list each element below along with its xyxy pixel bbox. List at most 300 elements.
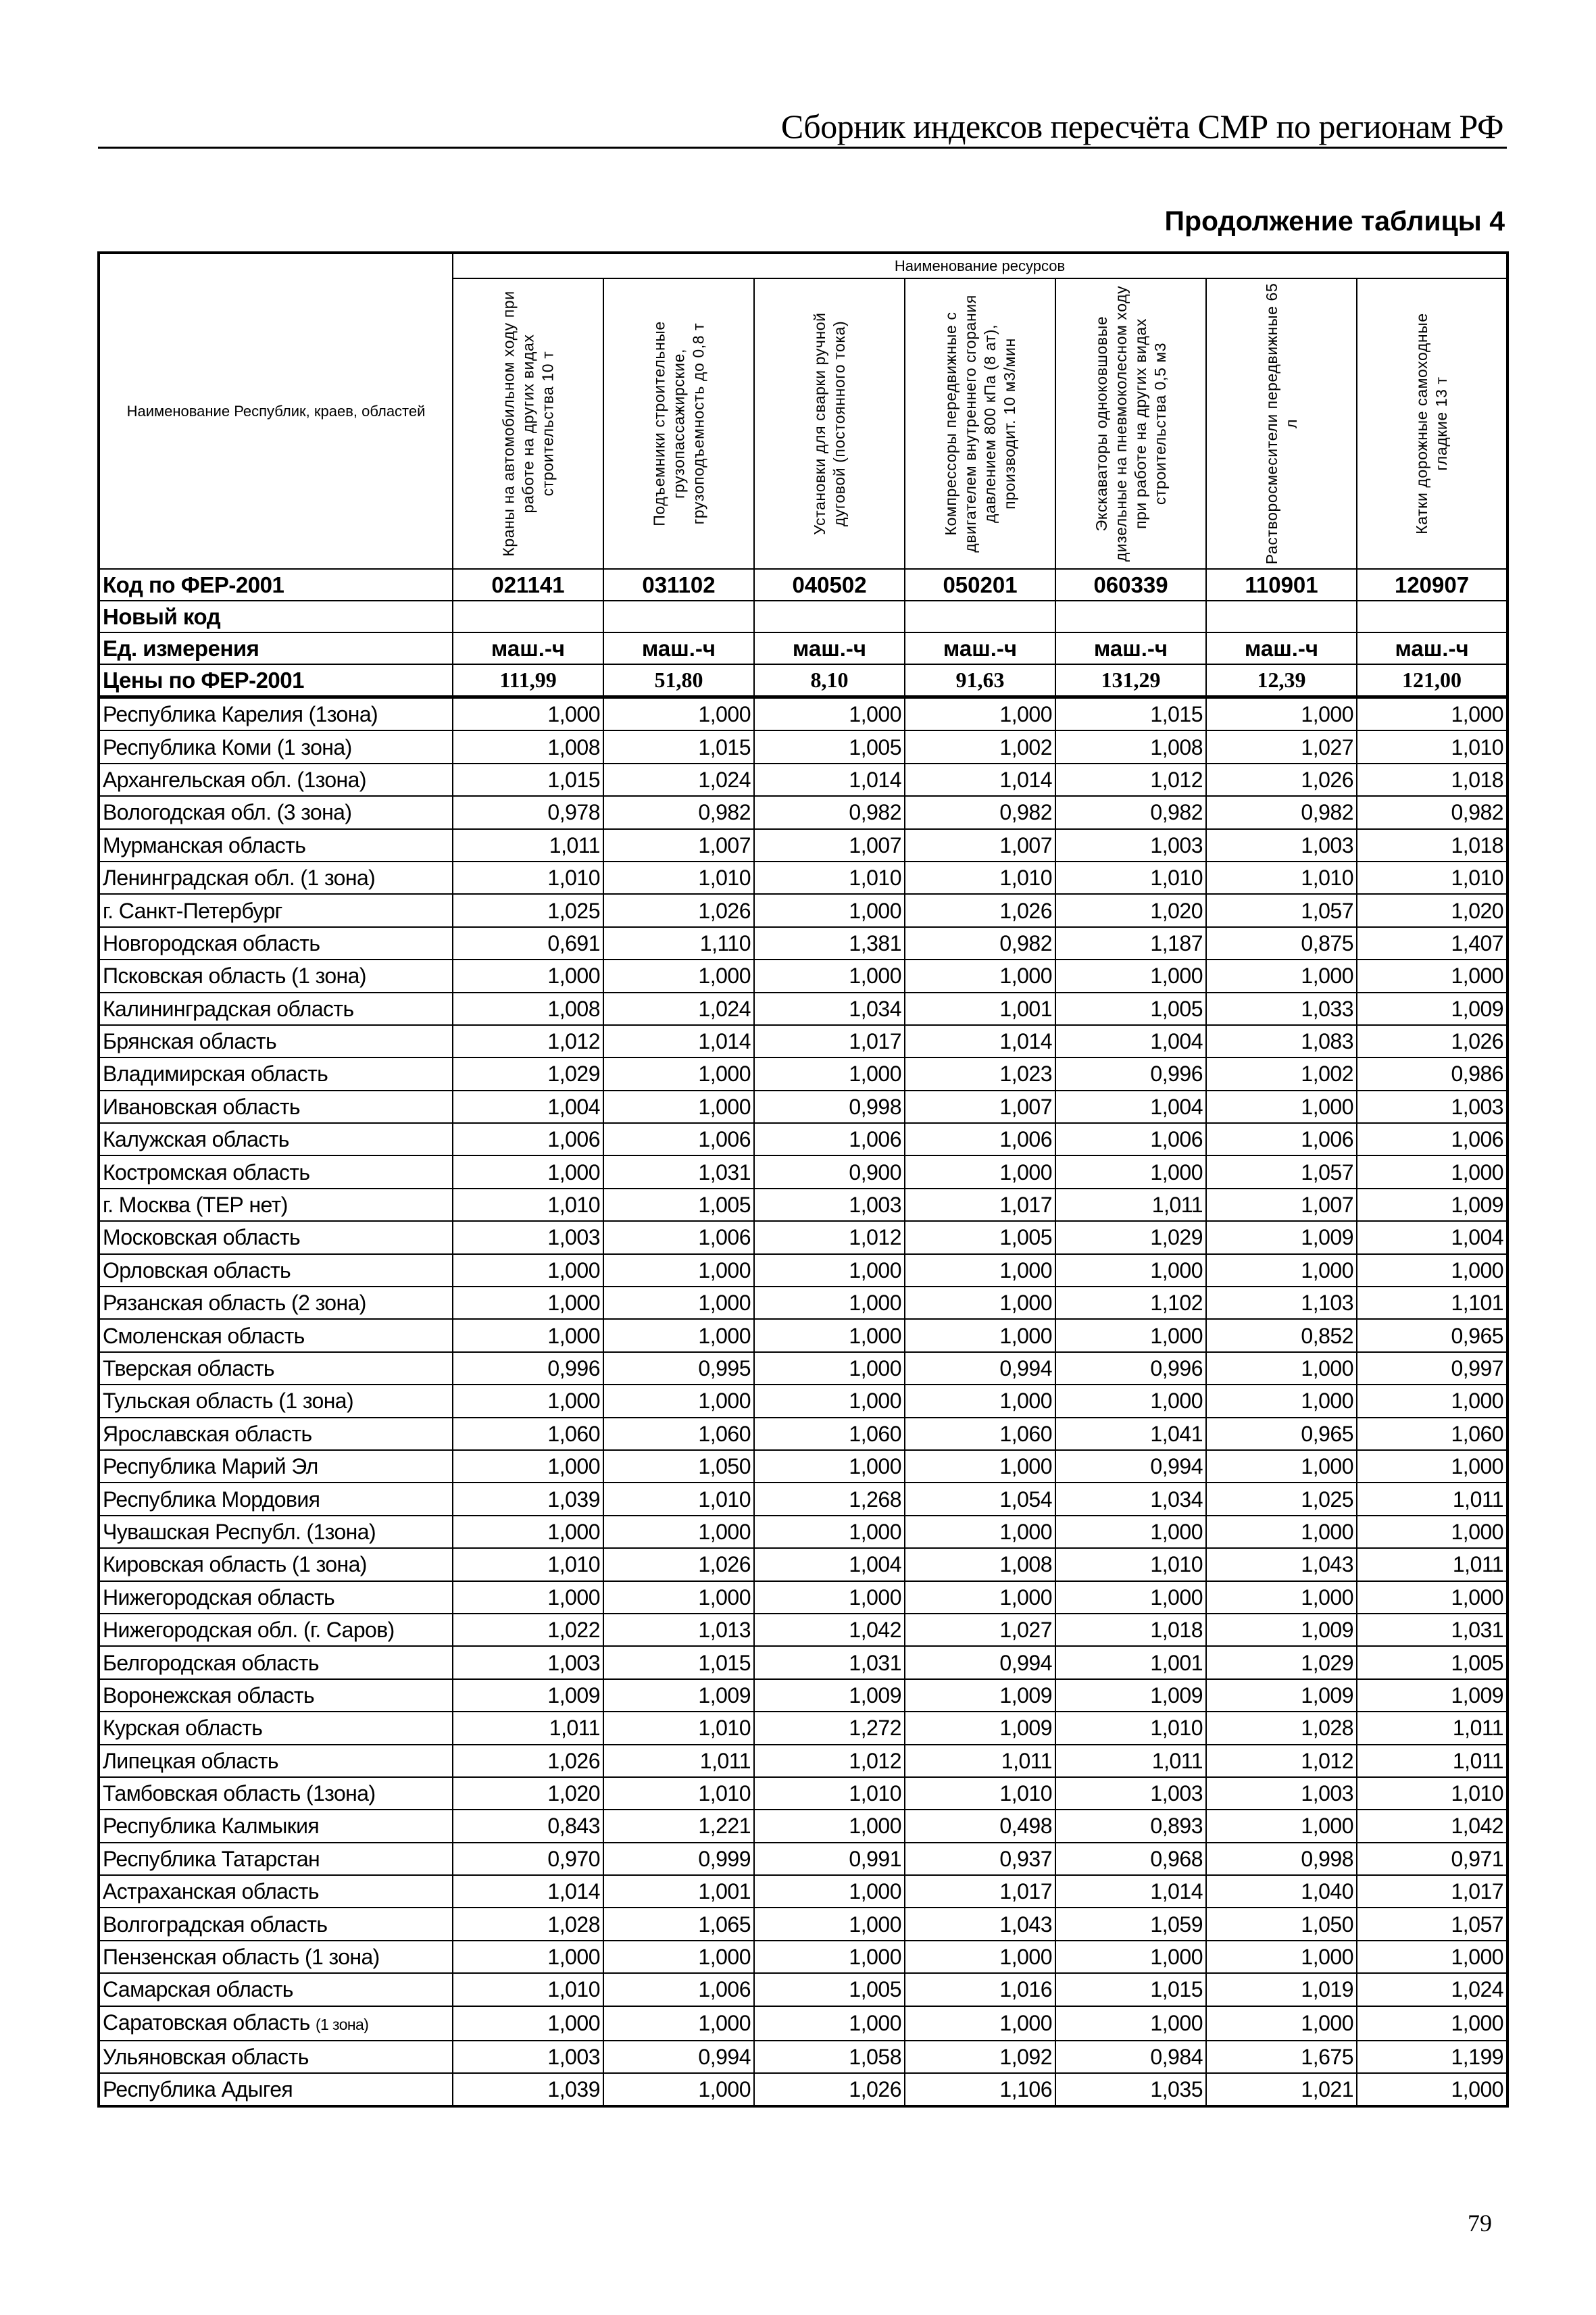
index-value: 0,852 — [1206, 1319, 1357, 1351]
region-name — [99, 894, 453, 926]
index-value: 1,018 — [1055, 1614, 1206, 1646]
index-value: 1,000 — [1055, 1941, 1206, 1973]
index-value: 1,004 — [453, 1091, 603, 1123]
region-name-text: Нижегородская область — [103, 1585, 335, 1610]
region-name — [99, 1352, 453, 1385]
index-value: 1,009 — [754, 1679, 905, 1712]
index-value: 1,010 — [603, 862, 754, 894]
region-name — [99, 1025, 453, 1057]
index-value: 1,031 — [1357, 1614, 1507, 1646]
index-value: 1,022 — [453, 1614, 603, 1646]
index-value: 1,015 — [1055, 697, 1206, 731]
index-value: 1,000 — [1357, 1385, 1507, 1417]
index-value: 1,000 — [603, 2073, 754, 2106]
region-name-text: Пензенская область (1 зона) — [103, 1945, 380, 1970]
index-value: 1,000 — [905, 697, 1055, 731]
index-value: 0,893 — [1055, 1810, 1206, 1842]
region-name — [99, 1973, 453, 2006]
index-value: 0,982 — [1055, 796, 1206, 828]
region-name — [99, 1189, 453, 1221]
resource-column-header — [453, 278, 603, 569]
region-name — [99, 927, 453, 960]
index-value: 1,034 — [754, 993, 905, 1025]
index-value: 1,026 — [1357, 1025, 1507, 1057]
region-name-text: Псковская область (1 зона) — [103, 964, 366, 989]
index-value: 1,000 — [754, 1581, 905, 1614]
index-value: 1,017 — [1357, 1875, 1507, 1908]
table-row — [99, 1875, 1507, 1908]
region-name-text: Республика Коми (1 зона) — [103, 735, 352, 760]
index-value: 1,009 — [1206, 1221, 1357, 1253]
index-value: 1,000 — [1206, 697, 1357, 731]
index-value: 1,018 — [1357, 829, 1507, 862]
region-name-text: Московская область — [103, 1225, 301, 1250]
resource-unit: маш.-ч — [754, 632, 905, 664]
index-value: 1,011 — [603, 1745, 754, 1777]
index-value: 1,003 — [453, 1646, 603, 1678]
index-value: 1,009 — [905, 1712, 1055, 1744]
index-value: 1,000 — [603, 1581, 754, 1614]
resource-column-header — [905, 278, 1055, 569]
region-name-text: Новгородская область — [103, 930, 320, 955]
resource-price: 12,39 — [1206, 664, 1357, 697]
index-value: 1,050 — [603, 1450, 754, 1483]
index-value: 1,004 — [754, 1548, 905, 1580]
unit-row-label: Ед. измерения — [99, 632, 453, 664]
region-name — [99, 862, 453, 894]
index-value: 0,965 — [1206, 1418, 1357, 1450]
table-row — [99, 993, 1507, 1025]
index-value: 1,005 — [754, 1973, 905, 2006]
index-value: 1,015 — [453, 764, 603, 796]
region-name-text: Липецкая область — [103, 1748, 278, 1773]
table-row — [99, 927, 1507, 960]
resource-column-header — [603, 278, 754, 569]
region-column-header: Наименование Республик, краев, областей — [99, 253, 453, 569]
index-value: 1,000 — [1357, 2006, 1507, 2041]
table-row — [99, 2006, 1507, 2041]
region-name-text: Костромская область — [103, 1160, 310, 1185]
index-value: 1,006 — [603, 1123, 754, 1155]
resource-code: 110901 — [1206, 569, 1357, 601]
index-value: 1,004 — [1055, 1025, 1206, 1057]
region-name-text: Ленинградская обл. (1 зона) — [103, 866, 376, 891]
table-row — [99, 1908, 1507, 1940]
region-name-text: Волгоградская область — [103, 1912, 328, 1937]
region-name-text: Ивановская область — [103, 1094, 300, 1119]
region-name-text: Вологодская обл. (3 зона) — [103, 800, 352, 825]
region-name — [99, 993, 453, 1025]
index-value: 0,994 — [1055, 1450, 1206, 1483]
index-value: 1,407 — [1357, 927, 1507, 960]
index-value: 1,057 — [1206, 894, 1357, 926]
index-value: 1,021 — [1206, 2073, 1357, 2106]
index-value: 1,031 — [603, 1155, 754, 1188]
index-value: 1,000 — [1357, 1450, 1507, 1483]
index-value: 1,011 — [905, 1745, 1055, 1777]
index-value: 1,010 — [453, 1189, 603, 1221]
index-value: 1,003 — [453, 2041, 603, 2073]
index-value: 1,010 — [754, 1777, 905, 1810]
index-value: 1,012 — [1206, 1745, 1357, 1777]
index-value: 1,008 — [453, 730, 603, 763]
index-value: 1,000 — [905, 2006, 1055, 2041]
index-value: 1,000 — [1206, 1385, 1357, 1417]
region-name — [99, 764, 453, 796]
index-value: 1,043 — [905, 1908, 1055, 1940]
index-value: 1,006 — [603, 1221, 754, 1253]
region-name-text: Республика Адыгея — [103, 2077, 293, 2102]
index-value: 1,057 — [1206, 1155, 1357, 1188]
table-row — [99, 1091, 1507, 1123]
index-value: 1,014 — [905, 764, 1055, 796]
index-value: 1,199 — [1357, 2041, 1507, 2073]
table-row — [99, 1254, 1507, 1287]
index-value: 1,000 — [905, 1155, 1055, 1188]
index-value: 1,059 — [1055, 1908, 1206, 1940]
index-value: 1,010 — [1357, 862, 1507, 894]
table-row — [99, 1450, 1507, 1483]
index-value: 1,004 — [1357, 1221, 1507, 1253]
region-name — [99, 697, 453, 731]
resource-price: 8,10 — [754, 664, 905, 697]
region-name — [99, 960, 453, 992]
index-value: 0,997 — [1357, 1352, 1507, 1385]
index-value: 1,003 — [1357, 1091, 1507, 1123]
index-value: 1,024 — [1357, 1973, 1507, 2006]
region-name-text: Республика Калмыкия — [103, 1814, 320, 1839]
index-value: 1,003 — [453, 1221, 603, 1253]
index-value: 1,000 — [905, 1941, 1055, 1973]
index-value: 1,003 — [1055, 1777, 1206, 1810]
table-row — [99, 1352, 1507, 1385]
index-value: 1,003 — [754, 1189, 905, 1221]
index-value: 1,029 — [1206, 1646, 1357, 1678]
resource-name: Компрессоры передвижные с двигателем внутреннего сгорания давлением 800 кПа (8 ат), производит. 10 м3/мин — [941, 295, 1018, 553]
index-value: 1,040 — [1206, 1875, 1357, 1908]
index-value: 1,029 — [1055, 1221, 1206, 1253]
index-value: 1,042 — [1357, 1810, 1507, 1842]
index-value: 1,020 — [1357, 894, 1507, 926]
region-name — [99, 2006, 453, 2041]
index-value: 1,033 — [1206, 993, 1357, 1025]
index-value: 1,006 — [453, 1123, 603, 1155]
index-value: 1,024 — [603, 764, 754, 796]
table-row — [99, 894, 1507, 926]
index-value: 1,012 — [754, 1221, 905, 1253]
resource-name: Катки дорожные самоходные гладкие 13 т — [1413, 313, 1451, 534]
index-value: 1,102 — [1055, 1287, 1206, 1319]
index-value: 1,016 — [905, 1973, 1055, 2006]
index-value: 1,000 — [1357, 960, 1507, 992]
index-value: 1,002 — [1206, 1057, 1357, 1090]
index-value: 1,025 — [453, 894, 603, 926]
index-value: 1,000 — [453, 1155, 603, 1188]
table-row — [99, 697, 1507, 731]
page-number: 79 — [1468, 2210, 1492, 2237]
region-name — [99, 1418, 453, 1450]
index-value: 1,011 — [1055, 1745, 1206, 1777]
region-name — [99, 1450, 453, 1483]
index-value: 0,984 — [1055, 2041, 1206, 2073]
index-value: 1,000 — [603, 2006, 754, 2041]
resource-unit: маш.-ч — [453, 632, 603, 664]
index-value: 0,999 — [603, 1843, 754, 1875]
index-value: 1,000 — [453, 1516, 603, 1548]
index-value: 1,006 — [1206, 1123, 1357, 1155]
region-name-text: Самарская область — [103, 1977, 293, 2002]
index-value: 0,994 — [905, 1646, 1055, 1678]
index-value: 0,982 — [905, 927, 1055, 960]
table-row — [99, 960, 1507, 992]
index-value: 1,000 — [453, 1254, 603, 1287]
index-value: 1,000 — [754, 960, 905, 992]
index-value: 1,003 — [1206, 1777, 1357, 1810]
table-row — [99, 1221, 1507, 1253]
index-value: 1,014 — [603, 1025, 754, 1057]
index-value: 1,000 — [754, 1908, 905, 1940]
index-value: 0,900 — [754, 1155, 905, 1188]
index-value: 1,010 — [905, 862, 1055, 894]
region-name-text: Ульяновская область — [103, 2044, 309, 2069]
index-value: 1,010 — [603, 1777, 754, 1810]
index-value: 1,026 — [603, 1548, 754, 1580]
index-value: 1,006 — [1357, 1123, 1507, 1155]
index-value: 1,000 — [603, 1254, 754, 1287]
region-name — [99, 1483, 453, 1515]
table-row — [99, 1679, 1507, 1712]
region-name — [99, 1843, 453, 1875]
index-value: 1,000 — [1055, 1319, 1206, 1351]
resource-name: Растворосмесители передвижные 65 л — [1262, 282, 1300, 565]
index-value: 0,691 — [453, 927, 603, 960]
index-value: 1,000 — [754, 2006, 905, 2041]
region-name — [99, 829, 453, 862]
index-value: 1,092 — [905, 2041, 1055, 2073]
resource-unit: маш.-ч — [1206, 632, 1357, 664]
index-value: 1,000 — [1055, 960, 1206, 992]
index-value: 1,010 — [905, 1777, 1055, 1810]
index-value: 1,034 — [1055, 1483, 1206, 1515]
index-value: 1,000 — [453, 1581, 603, 1614]
index-value: 1,009 — [1206, 1614, 1357, 1646]
table-row — [99, 1548, 1507, 1580]
index-value: 1,007 — [905, 829, 1055, 862]
resource-unit: маш.-ч — [1357, 632, 1507, 664]
index-value: 1,012 — [1055, 764, 1206, 796]
index-value: 1,005 — [1055, 993, 1206, 1025]
region-name — [99, 1581, 453, 1614]
index-value: 1,000 — [1055, 1516, 1206, 1548]
index-value: 0,982 — [603, 796, 754, 828]
index-value: 1,027 — [1206, 730, 1357, 763]
index-value: 1,009 — [453, 1679, 603, 1712]
region-name-text: Тверская область — [103, 1356, 274, 1380]
resource-unit: маш.-ч — [603, 632, 754, 664]
table-row — [99, 1516, 1507, 1548]
index-value: 1,012 — [754, 1745, 905, 1777]
table-row — [99, 1614, 1507, 1646]
table-row — [99, 796, 1507, 828]
index-value: 1,101 — [1357, 1287, 1507, 1319]
table-row — [99, 1189, 1507, 1221]
index-value: 1,000 — [603, 697, 754, 731]
index-value: 1,006 — [603, 1973, 754, 2006]
index-value: 1,009 — [1206, 1679, 1357, 1712]
index-value: 1,060 — [1357, 1418, 1507, 1450]
index-value: 1,000 — [1357, 1155, 1507, 1188]
resource-price: 111,99 — [453, 664, 603, 697]
index-value: 1,010 — [453, 1548, 603, 1580]
index-value: 1,000 — [1206, 1516, 1357, 1548]
table-row — [99, 2073, 1507, 2106]
region-name — [99, 1287, 453, 1319]
region-name-text: г. Москва (ТЕР нет) — [103, 1193, 288, 1218]
index-value: 1,005 — [1357, 1646, 1507, 1678]
index-value: 0,996 — [1055, 1057, 1206, 1090]
index-value: 1,000 — [453, 960, 603, 992]
index-value: 1,000 — [905, 1254, 1055, 1287]
index-value: 1,011 — [1055, 1189, 1206, 1221]
index-value: 1,014 — [453, 1875, 603, 1908]
index-value: 1,026 — [905, 894, 1055, 926]
resource-name: Подъемники строительные грузопассажирские, грузоподъемность до 0,8 т — [650, 321, 707, 526]
region-name — [99, 1679, 453, 1712]
index-value: 0,937 — [905, 1843, 1055, 1875]
index-value: 1,009 — [1357, 1189, 1507, 1221]
index-value: 1,010 — [1206, 862, 1357, 894]
index-value: 1,000 — [1206, 1581, 1357, 1614]
region-name — [99, 1745, 453, 1777]
index-value: 1,000 — [754, 1810, 905, 1842]
index-value: 1,010 — [754, 862, 905, 894]
index-value: 1,001 — [603, 1875, 754, 1908]
table-row — [99, 1973, 1507, 2006]
region-name — [99, 1516, 453, 1548]
index-value: 1,039 — [453, 1483, 603, 1515]
resource-code: 021141 — [453, 569, 603, 601]
index-value: 1,009 — [603, 1679, 754, 1712]
region-name — [99, 1155, 453, 1188]
index-value: 1,268 — [754, 1483, 905, 1515]
index-value: 1,041 — [1055, 1418, 1206, 1450]
region-name-text: Чувашская Республ. (1зона) — [103, 1519, 376, 1544]
index-value: 1,010 — [603, 1483, 754, 1515]
index-value: 1,000 — [603, 1319, 754, 1351]
index-value: 1,000 — [603, 1091, 754, 1123]
index-value: 1,003 — [1206, 829, 1357, 862]
index-value: 1,043 — [1206, 1548, 1357, 1580]
region-name — [99, 1221, 453, 1253]
table-row — [99, 1941, 1507, 1973]
index-value: 1,010 — [1357, 1777, 1507, 1810]
index-value: 1,000 — [1206, 1254, 1357, 1287]
index-value: 1,001 — [1055, 1646, 1206, 1678]
index-value: 1,018 — [1357, 764, 1507, 796]
resource-code: 040502 — [754, 569, 905, 601]
index-value: 1,000 — [603, 1516, 754, 1548]
resource-price: 51,80 — [603, 664, 754, 697]
index-value: 0,843 — [453, 1810, 603, 1842]
index-value: 1,058 — [754, 2041, 905, 2073]
index-value: 1,001 — [905, 993, 1055, 1025]
index-value: 1,000 — [603, 960, 754, 992]
table-row — [99, 764, 1507, 796]
index-value: 1,031 — [754, 1646, 905, 1678]
table-row — [99, 1646, 1507, 1678]
table-row — [99, 2041, 1507, 2073]
index-value: 1,008 — [1055, 730, 1206, 763]
index-value: 1,010 — [1055, 1712, 1206, 1744]
index-value: 1,008 — [905, 1548, 1055, 1580]
index-value: 1,024 — [603, 993, 754, 1025]
index-value: 1,015 — [603, 1646, 754, 1678]
resource-unit: маш.-ч — [1055, 632, 1206, 664]
index-value: 1,000 — [453, 1450, 603, 1483]
index-value: 1,000 — [1206, 960, 1357, 992]
region-name-text: Мурманская область — [103, 832, 306, 857]
index-value: 1,000 — [1206, 1810, 1357, 1842]
index-value: 1,000 — [754, 1352, 905, 1385]
index-value: 1,000 — [453, 2006, 603, 2041]
index-value: 1,000 — [1055, 2006, 1206, 2041]
index-value: 1,000 — [905, 1287, 1055, 1319]
index-value: 1,000 — [1055, 1254, 1206, 1287]
index-value: 1,009 — [905, 1679, 1055, 1712]
index-value: 1,103 — [1206, 1287, 1357, 1319]
region-name-text: Астраханская область — [103, 1879, 319, 1904]
region-name — [99, 1810, 453, 1842]
code-row-label: Код по ФЕР-2001 — [99, 569, 453, 601]
table-row — [99, 1843, 1507, 1875]
index-value: 1,035 — [1055, 2073, 1206, 2106]
index-value: 0,996 — [1055, 1352, 1206, 1385]
index-value: 1,010 — [1055, 1548, 1206, 1580]
region-name-text: Архангельская обл. (1зона) — [103, 767, 366, 792]
index-value: 1,000 — [905, 1516, 1055, 1548]
resource-code: 060339 — [1055, 569, 1206, 601]
index-value: 1,011 — [1357, 1483, 1507, 1515]
index-value: 1,000 — [1206, 2006, 1357, 2041]
resource-new-code — [754, 601, 905, 632]
resource-unit: маш.-ч — [905, 632, 1055, 664]
index-value: 1,011 — [1357, 1712, 1507, 1744]
index-value: 1,000 — [453, 1385, 603, 1417]
region-name-text: Калининградская область — [103, 996, 354, 1021]
region-name-text: Ярославская область — [103, 1421, 312, 1446]
table-row — [99, 1155, 1507, 1188]
price-row-label: Цены по ФЕР-2001 — [99, 664, 453, 697]
region-name — [99, 1548, 453, 1580]
index-value: 1,050 — [1206, 1908, 1357, 1940]
index-value: 1,005 — [603, 1189, 754, 1221]
table-row — [99, 1025, 1507, 1057]
index-value: 1,013 — [603, 1614, 754, 1646]
index-value: 1,004 — [1055, 1091, 1206, 1123]
region-name-text: Республика Марий Эл — [103, 1454, 318, 1479]
index-value: 1,014 — [905, 1025, 1055, 1057]
table-row — [99, 1777, 1507, 1810]
index-value: 1,017 — [905, 1189, 1055, 1221]
index-value: 1,057 — [1357, 1908, 1507, 1940]
regional-index-table — [97, 251, 1509, 2108]
index-value: 1,028 — [1206, 1712, 1357, 1744]
index-value: 1,000 — [754, 1385, 905, 1417]
region-name-text: Владимирская область — [103, 1062, 328, 1087]
index-value: 1,006 — [905, 1123, 1055, 1155]
index-value: 0,875 — [1206, 927, 1357, 960]
index-value: 1,000 — [754, 1516, 905, 1548]
